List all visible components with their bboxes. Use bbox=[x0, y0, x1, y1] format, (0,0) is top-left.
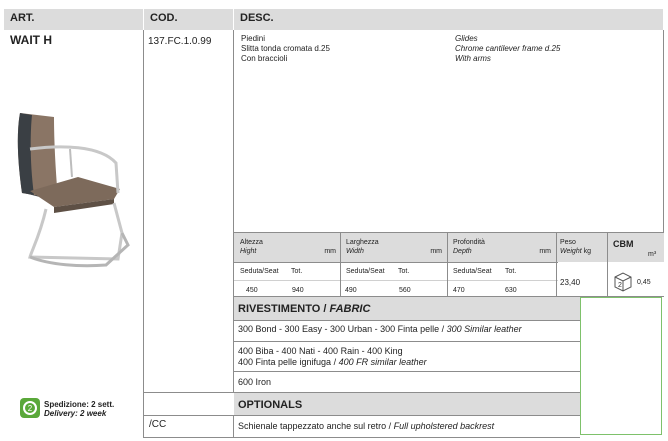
desc-en-line-3: With arms bbox=[455, 54, 491, 63]
fabric-line-3 bbox=[234, 371, 580, 372]
altezza-it: Altezza bbox=[240, 239, 263, 246]
altezza-value-tot: 940 bbox=[292, 287, 304, 294]
dim-div-1 bbox=[340, 233, 341, 296]
desc-it-line-2: Slitta tonda cromata d.25 bbox=[241, 44, 330, 53]
swatch-frame bbox=[580, 297, 662, 435]
fabric-row-2b-en: 400 FR similar leather bbox=[338, 357, 427, 367]
fabric-row-1-it: 300 Bond - 300 Easy - 300 Urban - 300 Finta pelle / bbox=[238, 324, 447, 334]
profondita-value-tot: 630 bbox=[505, 287, 517, 294]
altezza-sub-tot: Tot. bbox=[291, 268, 303, 275]
larghezza-label bbox=[346, 238, 442, 256]
fabric-row-2b-it: 400 Finta pelle ignifuga / bbox=[238, 357, 339, 367]
peso-en: Weight bbox=[560, 248, 582, 255]
altezza-sub-seat: Seduta/Seat bbox=[240, 268, 279, 275]
shipping-text-en: Delivery: 2 week bbox=[44, 409, 107, 418]
cbm-value: 0,45 bbox=[637, 279, 651, 286]
product-name: WAIT H bbox=[10, 33, 52, 47]
larghezza-value-tot: 560 bbox=[399, 287, 411, 294]
profondita-en: Depth bbox=[453, 248, 472, 255]
larghezza-unit: mm bbox=[430, 248, 442, 255]
desc-it-line-3: Con braccioli bbox=[241, 54, 288, 63]
svg-text:2: 2 bbox=[618, 282, 622, 289]
fabric-line-2 bbox=[234, 341, 580, 342]
shipping-icon bbox=[20, 398, 40, 418]
larghezza-en: Width bbox=[346, 248, 364, 255]
desc-en-line-1: Glides bbox=[455, 34, 478, 43]
larghezza-it: Larghezza bbox=[346, 239, 379, 246]
dimensions-mid-line bbox=[234, 262, 558, 263]
optionals-title: OPTIONALS bbox=[234, 393, 580, 415]
optionals-code: /CC bbox=[149, 419, 167, 430]
peso-unit: kg bbox=[583, 248, 592, 255]
peso-label bbox=[560, 238, 606, 256]
fabric-row-1-en: 300 Similar leather bbox=[446, 324, 522, 334]
dim-div-3 bbox=[556, 233, 557, 296]
col-divider-1 bbox=[143, 30, 144, 438]
fabric-row-2 bbox=[234, 343, 580, 371]
rivestimento-title-it: RIVESTIMENTO / bbox=[238, 303, 330, 315]
rivestimento-title bbox=[234, 297, 580, 320]
optionals-text-en: Full upholstered backrest bbox=[393, 421, 495, 431]
product-code: 137.FC.1.0.99 bbox=[148, 36, 212, 47]
fabric-row-2a: 400 Biba - 400 Nati - 400 Rain - 400 King bbox=[238, 346, 403, 356]
shipping-text-it: Spedizione: 2 sett. bbox=[44, 400, 115, 409]
altezza-label bbox=[240, 238, 336, 256]
dim-div-4 bbox=[607, 233, 608, 296]
optionals-mid-line bbox=[144, 415, 580, 416]
header-desc: DESC. bbox=[234, 9, 663, 30]
profondita-sub-seat: Seduta/Seat bbox=[453, 268, 492, 275]
cbm-unit: m³ bbox=[648, 251, 657, 258]
desc-en-line-2: Chrome cantilever frame d.25 bbox=[455, 44, 561, 53]
right-border bbox=[663, 30, 664, 232]
peso-value: 23,40 bbox=[560, 278, 581, 287]
optionals-text bbox=[234, 418, 580, 436]
altezza-unit: mm bbox=[324, 248, 336, 255]
cbm-label: CBM bbox=[613, 239, 634, 249]
larghezza-sub-tot: Tot. bbox=[398, 268, 410, 275]
optionals-bottom-line bbox=[144, 437, 580, 438]
chair-image bbox=[10, 105, 138, 270]
rivestimento-title-en: FABRIC bbox=[329, 303, 371, 315]
fabric-row-3: 600 Iron bbox=[238, 377, 272, 387]
altezza-value-seat: 450 bbox=[246, 287, 258, 294]
peso-it: Peso bbox=[560, 239, 576, 246]
dimensions-sub-line bbox=[234, 280, 558, 281]
larghezza-sub-seat: Seduta/Seat bbox=[346, 268, 385, 275]
svg-text:2: 2 bbox=[27, 404, 33, 413]
profondita-sub-tot: Tot. bbox=[505, 268, 517, 275]
profondita-value-seat: 470 bbox=[453, 287, 465, 294]
desc-it-line-1: Piedini bbox=[241, 34, 266, 43]
profondita-it: Profondità bbox=[453, 239, 485, 246]
desc-english bbox=[455, 34, 655, 64]
optionals-text-it: Schienale tappezzato anche sul retro / bbox=[238, 421, 394, 431]
header-cod: COD. bbox=[144, 9, 233, 30]
profondita-unit: mm bbox=[539, 248, 551, 255]
dim-div-2 bbox=[447, 233, 448, 296]
header-art: ART. bbox=[4, 9, 143, 30]
profondita-label bbox=[453, 238, 551, 256]
desc-italian bbox=[241, 34, 441, 64]
larghezza-value-seat: 490 bbox=[345, 287, 357, 294]
fabric-row-1 bbox=[234, 321, 580, 341]
altezza-en: Hight bbox=[240, 248, 257, 255]
box-icon bbox=[612, 270, 634, 292]
